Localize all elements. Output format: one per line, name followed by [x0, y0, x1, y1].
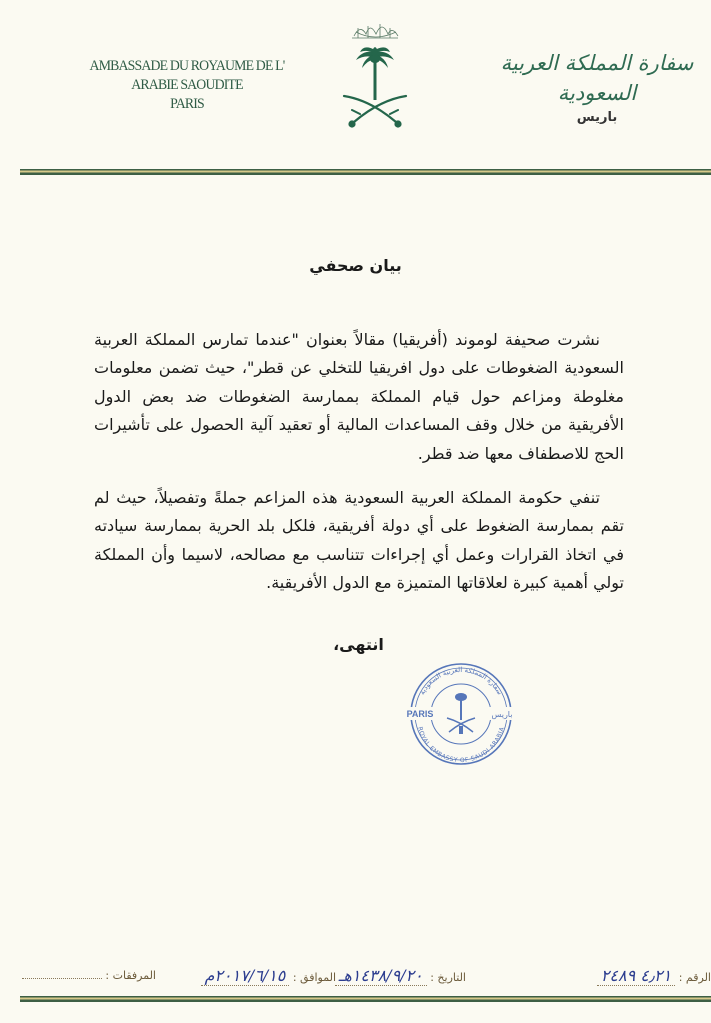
stamp-text-bottom: ROYAL EMBASSY OF SAUDI ARABIA	[416, 726, 506, 765]
footer-divider	[20, 996, 711, 1002]
reference-footer	[0, 958, 711, 988]
stamp-emblem-icon	[447, 693, 475, 734]
stamp-text-top: سفارة المملكة العربية السعودية	[418, 665, 504, 697]
reference-number-value: ٤٫٢١ ٢٤٨٩	[597, 966, 675, 986]
stamp-text-left: PARIS	[406, 709, 434, 719]
gregorian-date-value: ٢٠١٧/٦/١٥م	[201, 966, 290, 986]
attachments-field	[22, 966, 156, 982]
embassy-stamp	[405, 660, 517, 768]
closing-text: انتهى،	[333, 635, 384, 654]
crossed-swords-icon	[344, 96, 406, 127]
paragraph-2: تنفي حكومة المملكة العربية السعودية هذه المزاعم جملةً وتفصيلاً، حيث لم تقم بممارسة الضغوط على أي دولة أفريقية، فلكل بلد الحرية بممارسة سيادته في اتخاذ القرارات وعمل أي إجراءات تتناسب مع مصالحه، لاسيما وأن المملكة تولي أهمية كبيرة لعلاقاتها المتميزة مع الدول الأفريقية.	[94, 488, 624, 593]
embassy-name-arabic: سفارة المملكة العربية السعودية	[500, 51, 694, 105]
hijri-date-value: ١٤٣٨/٩/٢٠هـ	[335, 966, 427, 986]
gregorian-date-field	[201, 966, 336, 985]
reference-number-label: الرقم :	[678, 971, 711, 984]
hijri-date-label: التاريخ :	[430, 971, 466, 984]
paragraph-1: نشرت صحيفة لوموند (أفريقيا) مقالاً بعنوان "عندما تمارس المملكة العربية السعودية الضغوطات على دول افريقيا للتخلي عن قطر"، حيث تضمن معلومات مغلوطة ومزاعم حول قيام المملكة بممارسة الضغوطات ضد بعض الدول الأفريقية من خلال وقف المساعدات المالية أو تعقيد آلية الحصول على تأشيرات الحج للاصطفاف معها ضد قطر.	[94, 330, 624, 463]
document-title: بيان صحفي	[309, 256, 402, 275]
hijri-date-field	[335, 966, 466, 985]
motto-calligraphy-icon	[352, 24, 398, 38]
attachments-blank	[22, 966, 102, 979]
stamp-text-right: باريس	[491, 710, 513, 719]
letterhead-arabic	[497, 48, 697, 125]
letterhead-french	[72, 57, 302, 114]
palm-tree-icon	[356, 47, 394, 100]
attachments-label: المرفقات :	[105, 969, 156, 982]
header-divider	[20, 169, 711, 175]
saudi-emblem-icon	[340, 14, 410, 130]
reference-number-field	[597, 966, 711, 985]
gregorian-date-label: الموافق :	[292, 971, 336, 984]
embassy-city-french: PARIS	[170, 96, 204, 112]
embassy-city-arabic: باريس	[576, 110, 618, 125]
embassy-name-french: AMBASSADE DU ROYAUME DE L' ARABIE SAOUDITE	[89, 58, 285, 93]
